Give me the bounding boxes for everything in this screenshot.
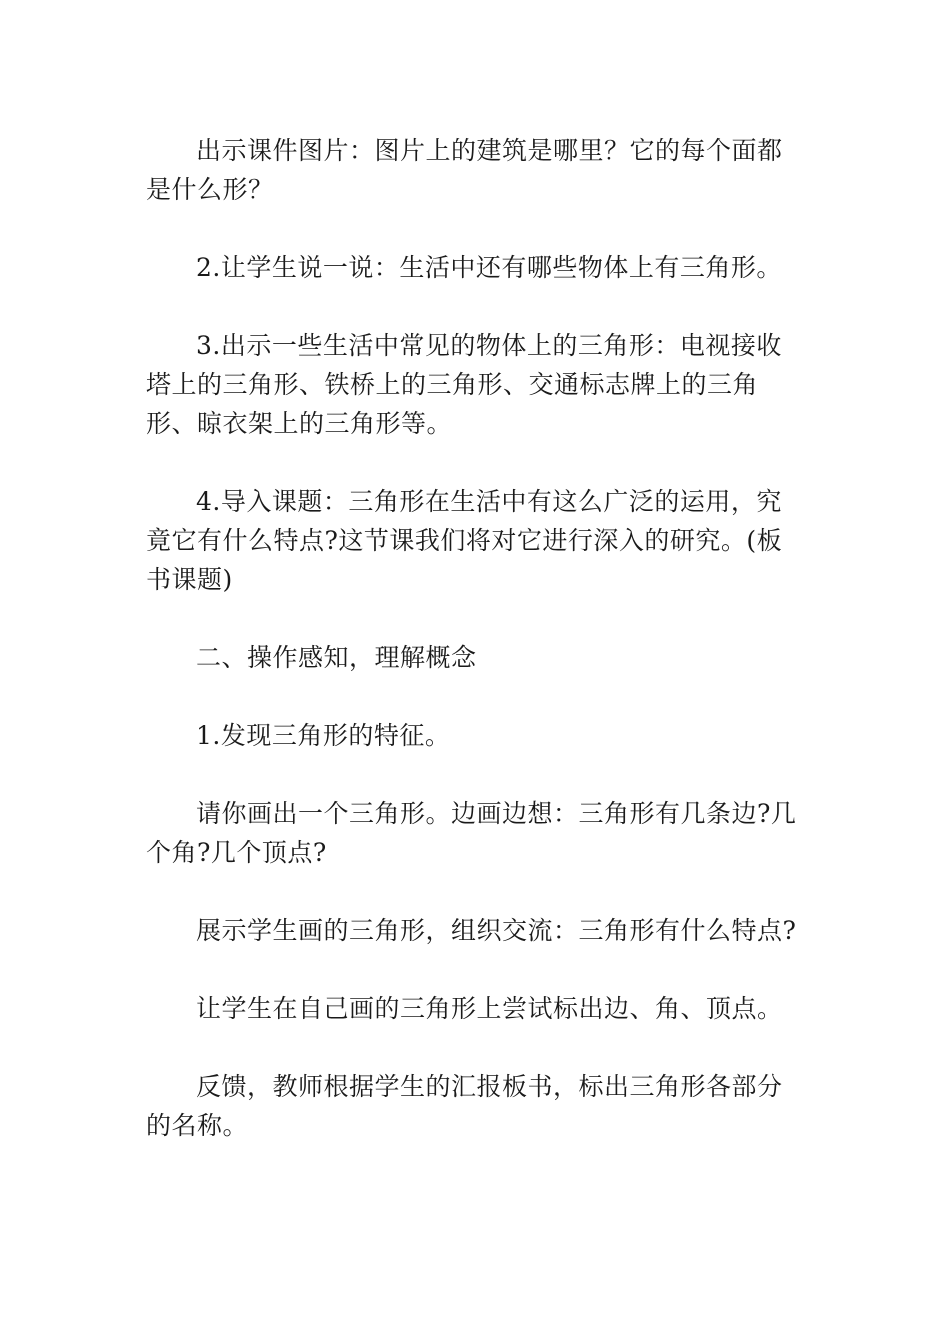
paragraph-step-2: 2.让学生说一说：生活中还有哪些物体上有三角形。 (196, 253, 782, 282)
paragraph-feature-1: 1.发现三角形的特征。 (196, 721, 451, 750)
paragraph-draw-triangle: 请你画出一个三角形。边画边想：三角形有几条边?几个角?几个顶点? (146, 799, 797, 867)
paragraph-step-3: 3.出示一些生活中常见的物体上的三角形：电视接收塔上的三角形、铁桥上的三角形、交通标志牌上的三角形、晾衣架上的三角形等。 (146, 331, 782, 438)
paragraph-step-4: 4.导入课题：三角形在生活中有这么广泛的运用，究竟它有什么特点?这节课我们将对它进行深入的研究。(板书课题) (146, 487, 783, 594)
paragraph-intro-question: 出示课件图片：图片上的建筑是哪里？它的每个面都是什么形？ (146, 136, 783, 204)
paragraph-label-parts: 让学生在自己画的三角形上尝试标出边、角、顶点。 (196, 994, 783, 1023)
section-heading-operation: 二、操作感知，理解概念 (196, 643, 477, 672)
paragraph-feedback: 反馈，教师根据学生的汇报板书，标出三角形各部分的名称。 (146, 1072, 783, 1140)
paragraph-show-triangles: 展示学生画的三角形，组织交流：三角形有什么特点? (196, 916, 797, 945)
document-body (146, 131, 806, 1145)
